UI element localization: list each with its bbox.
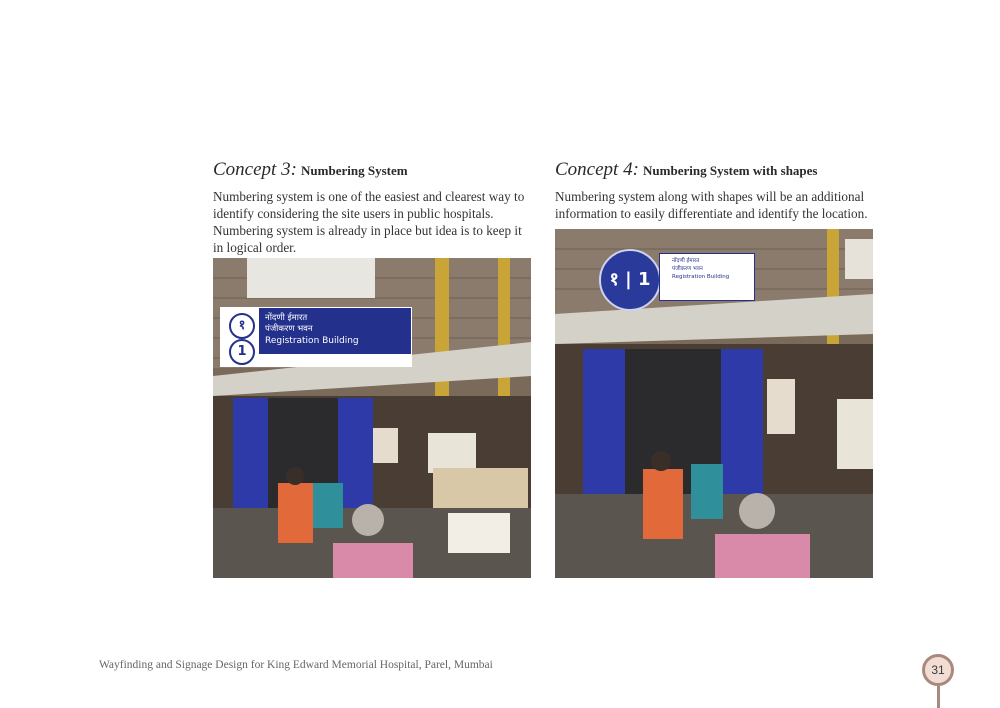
concept-4-description: Numbering system along with shapes will be an additional information to easily differentiate and identify the location. [555, 189, 868, 221]
sign-number-block [221, 308, 259, 366]
building-entrance-illustration [213, 258, 531, 578]
registration-building-panel [659, 253, 755, 301]
concept-4-photo [555, 229, 873, 578]
registration-building-sign [220, 307, 412, 367]
sign-marathi-label: नोंदणी ईमारत [265, 313, 308, 323]
page-badge-stem [937, 686, 940, 708]
concept-4-subtitle: Numbering System with shapes [643, 163, 818, 178]
document-footer: Wayfinding and Signage Design for King Edward Memorial Hospital, Parel, Mumbai [99, 659, 493, 671]
sign-logo-strip [259, 354, 411, 366]
number-circle-sign: १ | 1 [599, 249, 661, 311]
sign-english-label: Registration Building [265, 336, 359, 346]
devanagari-number-badge: १ [229, 313, 255, 339]
concept-3-title: Concept 3: [213, 159, 297, 180]
sign-hindi-label: पंजीकरण भवन [265, 324, 313, 334]
concept-3-subtitle: Numbering System [301, 163, 408, 178]
page-number-badge: 31 [922, 654, 954, 686]
concept-3-photo [213, 258, 531, 578]
sign-text [265, 313, 359, 347]
concept-4-title: Concept 4: [555, 159, 639, 180]
concept-4-section [555, 158, 873, 222]
panel-marathi-label: नोंदणी ईमारत [672, 258, 700, 264]
concept-3-description: Numbering system is one of the easiest and clearest way to identify considering the site users in public hospitals. Numbering system is already in place but idea is to keep it in logical order. [213, 189, 525, 255]
concept-3-section [213, 158, 531, 256]
concept-3-heading [213, 158, 531, 184]
panel-english-label: Registration Building [672, 274, 730, 280]
arabic-number-badge: 1 [229, 339, 255, 365]
panel-hindi-label: पंजीकरण भवन [672, 266, 703, 272]
concept-4-heading [555, 158, 873, 184]
